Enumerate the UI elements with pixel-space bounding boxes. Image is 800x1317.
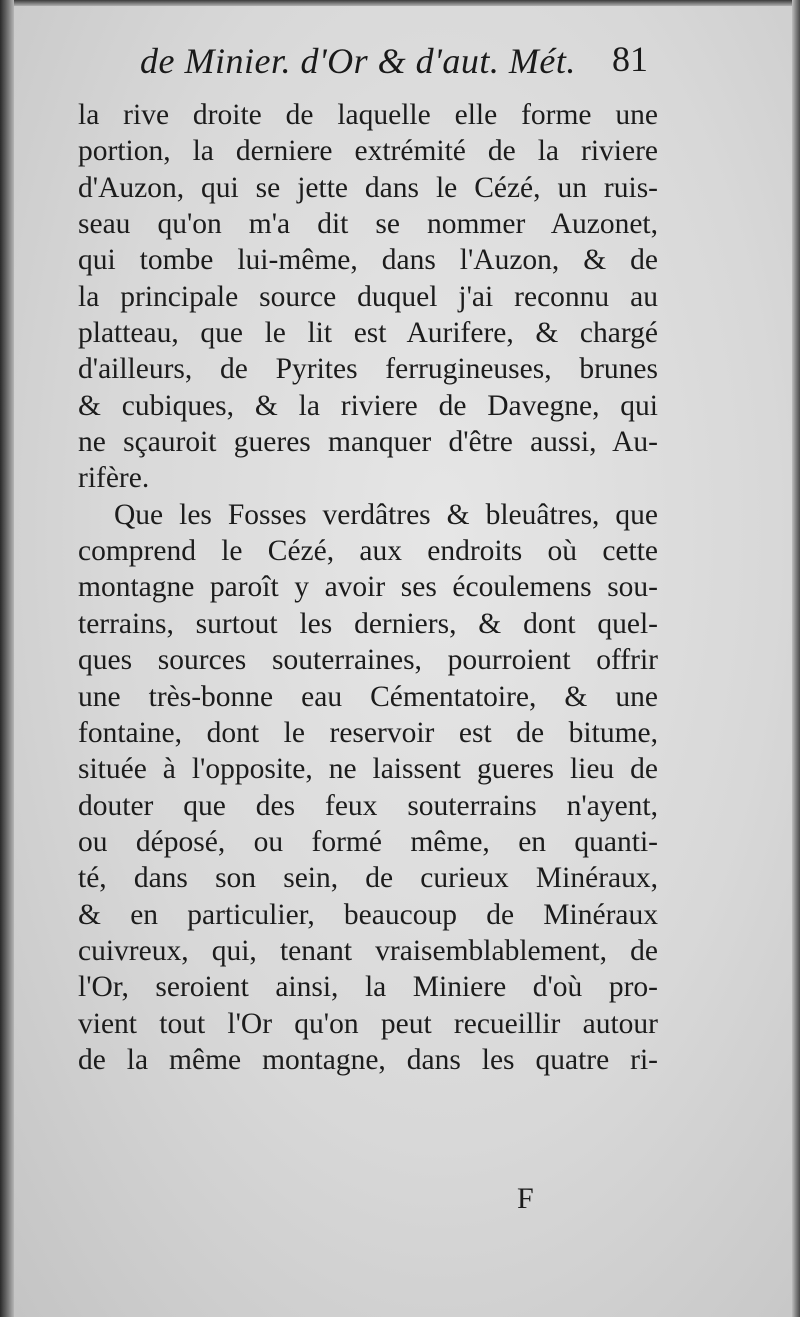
- text-line: qui tombe lui-même, dans l'Auzon, & de: [78, 244, 658, 277]
- text-line: rifère.: [78, 462, 150, 495]
- text-line: ques sources souterraines, pourroient offrir: [78, 644, 658, 677]
- text-line: la rive droite de laquelle elle forme une: [78, 99, 658, 131]
- text-line: une très-bonne eau Cémentatoire, & une: [78, 680, 658, 713]
- text-line: portion, la derniere extrémité de la riviere: [78, 135, 658, 168]
- text-line: de la même montagne, dans les quatre ri-: [78, 1043, 658, 1076]
- text-line: située à l'opposite, ne laissent gueres lieu de: [78, 753, 658, 786]
- page-number: 81: [612, 39, 648, 79]
- signature-mark: F: [517, 1182, 534, 1215]
- text-line: vient tout l'Or qu'on peut recueillir autour: [78, 1007, 658, 1040]
- text-line: la principale source duquel j'ai reconnu au: [78, 280, 658, 313]
- text-line: montagne paroît y avoir ses écoulemens sou-: [78, 571, 658, 604]
- text-line: Que les Fosses verdâtres & bleuâtres, que: [114, 498, 658, 531]
- text-line: ne sçauroit gueres manquer d'être aussi, Au-: [78, 426, 658, 459]
- text-line: & en particulier, beaucoup de Minéraux: [78, 898, 658, 931]
- text-line: ou déposé, ou formé même, en quanti-: [78, 825, 658, 858]
- text-line: terrains, surtout les derniers, & dont quel-: [78, 607, 658, 640]
- text-line: platteau, que le lit est Aurifere, & chargé: [78, 317, 658, 350]
- text-line: & cubiques, & la riviere de Davegne, qui: [78, 389, 658, 422]
- text-line: cuivreux, qui, tenant vraisemblablement, de: [78, 934, 658, 967]
- paragraph-1: [78, 97, 658, 497]
- text-line: seau qu'on m'a dit se nommer Auzonet,: [78, 208, 658, 241]
- text-line: fontaine, dont le reservoir est de bitume,: [78, 716, 658, 749]
- text-line: d'Auzon, qui se jette dans le Cézé, un ruis-: [78, 171, 658, 204]
- text-line: d'ailleurs, de Pyrites ferrugineuses, brunes: [78, 353, 658, 386]
- paragraph-2: [78, 497, 658, 1079]
- text-line: té, dans son sein, de curieux Minéraux,: [78, 862, 658, 895]
- text-line: douter que des feux souterrains n'ayent,: [78, 789, 658, 822]
- text-line: comprend le Cézé, aux endroits où cette: [78, 535, 658, 568]
- body-text: [78, 97, 658, 1078]
- text-line: l'Or, seroient ainsi, la Miniere d'où pro-: [78, 971, 658, 1004]
- page-gutter-edge: [0, 0, 14, 1317]
- page-right-edge: [792, 0, 800, 1317]
- running-head: [0, 0, 800, 100]
- running-head-title: de Minier. d'Or & d'aut. Mét.: [140, 41, 576, 81]
